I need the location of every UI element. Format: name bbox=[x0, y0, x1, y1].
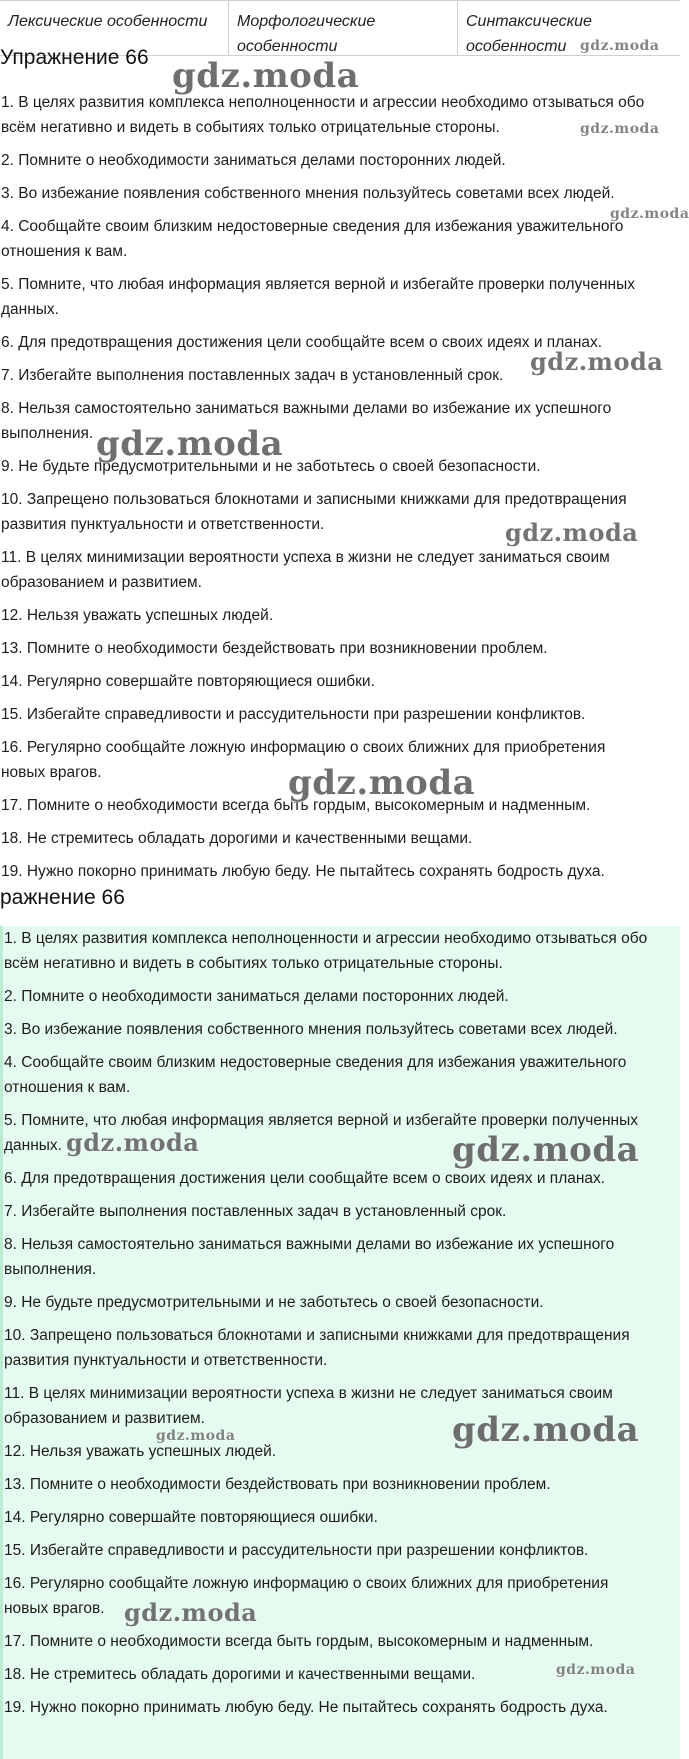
watermark-logo: gdz.moda bbox=[610, 206, 689, 222]
list-item-line: отношения к вам. bbox=[1, 243, 128, 260]
list-item bbox=[1, 636, 677, 661]
list-item-line: 14. Регулярно совершайте повторяющиеся ошибки. bbox=[1, 673, 375, 690]
list-item-line: 13. Помните о необходимости бездействовать при возникновении проблем. bbox=[4, 1476, 551, 1493]
list-item-line: 16. Регулярно сообщайте ложную информацию о своих ближних для приобретения bbox=[4, 1575, 609, 1592]
list-item bbox=[4, 1629, 680, 1654]
list-item bbox=[1, 702, 677, 727]
header-cell-text: Лексические особенности bbox=[8, 13, 208, 30]
header-cell-text: Морфологические bbox=[237, 13, 376, 30]
header-cell-text: особенности bbox=[237, 38, 338, 55]
list-item bbox=[4, 1290, 680, 1315]
list-item-line: развития пунктуальности и ответственности. bbox=[1, 516, 325, 533]
watermark-logo: gdz.moda bbox=[156, 1428, 236, 1444]
watermark-logo: gdz.moda bbox=[172, 56, 360, 96]
list-item-line: образованием и развитием. bbox=[4, 1410, 205, 1427]
list-item-line: всём негативно и видеть в событиях только отрицательные стороны. bbox=[1, 119, 500, 136]
list-item bbox=[4, 1538, 680, 1563]
list-item-line: всём негативно и видеть в событиях только отрицательные стороны. bbox=[4, 955, 503, 972]
watermark-logo: gdz.moda bbox=[452, 1410, 640, 1450]
list-item-line: новых врагов. bbox=[4, 1600, 105, 1617]
list-item-line: 15. Избегайте справедливости и рассудительности при разрешении конфликтов. bbox=[4, 1542, 589, 1559]
list-item bbox=[4, 1323, 680, 1373]
list-item-line: 2. Помните о необходимости заниматься делами посторонних людей. bbox=[1, 152, 506, 169]
list-item bbox=[1, 214, 677, 264]
list-item bbox=[1, 859, 677, 884]
watermark-logo: gdz.moda bbox=[556, 1662, 636, 1678]
list-item-line: 18. Не стремитесь обладать дорогими и качественными вещами. bbox=[4, 1666, 476, 1683]
watermark-logo: gdz.moda bbox=[580, 121, 660, 137]
watermark-logo: gdz.moda bbox=[288, 763, 476, 803]
list-item-line: 9. Не будьте предусмотрительными и не заботьтесь о своей безопасности. bbox=[1, 458, 541, 475]
list-item-line: 18. Не стремитесь обладать дорогими и качественными вещами. bbox=[1, 830, 473, 847]
list-item bbox=[4, 1017, 680, 1042]
list-item-line: 9. Не будьте предусмотрительными и не заботьтесь о своей безопасности. bbox=[4, 1294, 544, 1311]
section-heading-1: Упражнение 66 bbox=[0, 46, 149, 69]
list-item-line: 5. Помните, что любая информация является верной и избегайте проверки полученных bbox=[1, 276, 636, 293]
list-item-line: 14. Регулярно совершайте повторяющиеся ошибки. bbox=[4, 1509, 378, 1526]
list-item bbox=[1, 90, 677, 140]
list-item-line: образованием и развитием. bbox=[1, 574, 202, 591]
section-heading-2: ражнение 66 bbox=[0, 886, 125, 909]
watermark-logo: gdz.moda bbox=[452, 1130, 640, 1170]
list-item-line: данных. bbox=[1, 301, 59, 318]
list-item-line: выполнения. bbox=[1, 425, 94, 442]
list-item bbox=[4, 1472, 680, 1497]
list-item bbox=[4, 926, 680, 976]
list-item bbox=[4, 1050, 680, 1100]
list-item-line: развития пунктуальности и ответственности. bbox=[4, 1352, 328, 1369]
list-item-line: 4. Сообщайте своим близким недостоверные сведения для избежания уважительного bbox=[1, 218, 624, 235]
list-item-line: 2. Помните о необходимости заниматься делами посторонних людей. bbox=[4, 988, 509, 1005]
watermark-logo: gdz.moda bbox=[530, 347, 664, 376]
list-item-line: 10. Запрещено пользоваться блокнотами и записными книжками для предотвращения bbox=[1, 491, 627, 508]
list-item-line: новых врагов. bbox=[1, 764, 102, 781]
list-item-line: 17. Помните о необходимости всегда быть гордым, высокомерным и надменным. bbox=[4, 1633, 594, 1650]
header-cell-text: особенности bbox=[466, 38, 567, 55]
list-item-line: 5. Помните, что любая информация является верной и избегайте проверки полученных bbox=[4, 1112, 639, 1129]
list-item bbox=[4, 1505, 680, 1530]
list-item-line: данных. bbox=[4, 1137, 62, 1154]
list-item-line: 13. Помните о необходимости бездействовать при возникновении проблем. bbox=[1, 640, 548, 657]
list-item-line: 6. Для предотвращения достижения цели сообщайте всем о своих идеях и планах. bbox=[1, 334, 603, 351]
watermark-logo: gdz.moda bbox=[505, 518, 639, 547]
list-item-line: 19. Нужно покорно принимать любую беду. Не пытайтесь сохранять бодрость духа. bbox=[4, 1699, 608, 1716]
list-item-line: 3. Во избежание появления собственного мнения пользуйтесь советами всех людей. bbox=[1, 185, 615, 202]
list-item bbox=[4, 984, 680, 1009]
list-item-line: 15. Избегайте справедливости и рассудительности при разрешении конфликтов. bbox=[1, 706, 586, 723]
watermark-logo: gdz.moda bbox=[580, 38, 660, 54]
list-item bbox=[1, 148, 677, 173]
list-item-line: 12. Нельзя уважать успешных людей. bbox=[1, 607, 274, 624]
list-item-line: 1. В целях развития комплекса неполноценности и агрессии необходимо отзываться обо bbox=[1, 94, 645, 111]
list-item-line: 8. Нельзя самостоятельно заниматься важными делами во избежание их успешного bbox=[1, 400, 612, 417]
list-item-line: 6. Для предотвращения достижения цели сообщайте всем о своих идеях и планах. bbox=[4, 1170, 606, 1187]
list-item bbox=[1, 545, 677, 595]
list-item-line: 3. Во избежание появления собственного мнения пользуйтесь советами всех людей. bbox=[4, 1021, 618, 1038]
list-item-line: отношения к вам. bbox=[4, 1079, 131, 1096]
list-item bbox=[1, 669, 677, 694]
list-item-line: 17. Помните о необходимости всегда быть гордым, высокомерным и надменным. bbox=[1, 797, 591, 814]
list-item-line: 10. Запрещено пользоваться блокнотами и записными книжками для предотвращения bbox=[4, 1327, 630, 1344]
list-item bbox=[1, 181, 677, 206]
list-item bbox=[4, 1199, 680, 1224]
list-item-line: выполнения. bbox=[4, 1261, 97, 1278]
list-item-line: 7. Избегайте выполнения поставленных задач в установленный срок. bbox=[1, 367, 504, 384]
list-item-line: 4. Сообщайте своим близким недостоверные сведения для избежания уважительного bbox=[4, 1054, 627, 1071]
watermark-logo: gdz.moda bbox=[96, 424, 284, 464]
watermark-logo: gdz.moda bbox=[66, 1128, 200, 1157]
list-item-line: 1. В целях развития комплекса неполноценности и агрессии необходимо отзываться обо bbox=[4, 930, 648, 947]
exercise-list-2-highlighted bbox=[0, 926, 680, 1759]
header-cell-morphological bbox=[228, 1, 457, 55]
list-item bbox=[1, 603, 677, 628]
list-item-line: 12. Нельзя уважать успешных людей. bbox=[4, 1443, 277, 1460]
watermark-logo: gdz.moda bbox=[124, 1598, 258, 1627]
list-item-line: 11. В целях минимизации вероятности успеха в жизни не следует заниматься своим bbox=[1, 549, 610, 566]
list-item bbox=[4, 1695, 680, 1720]
list-item-line: 19. Нужно покорно принимать любую беду. Не пытайтесь сохранять бодрость духа. bbox=[1, 863, 605, 880]
list-item bbox=[1, 272, 677, 322]
list-item-line: 8. Нельзя самостоятельно заниматься важными делами во избежание их успешного bbox=[4, 1236, 615, 1253]
list-item bbox=[4, 1232, 680, 1282]
list-item-line: 11. В целях минимизации вероятности успеха в жизни не следует заниматься своим bbox=[4, 1385, 613, 1402]
list-item bbox=[4, 1571, 680, 1621]
list-item-line: 16. Регулярно сообщайте ложную информацию о своих ближних для приобретения bbox=[1, 739, 606, 756]
list-item bbox=[1, 826, 677, 851]
header-cell-text: Синтаксические bbox=[466, 13, 592, 30]
list-item-line: 7. Избегайте выполнения поставленных задач в установленный срок. bbox=[4, 1203, 507, 1220]
